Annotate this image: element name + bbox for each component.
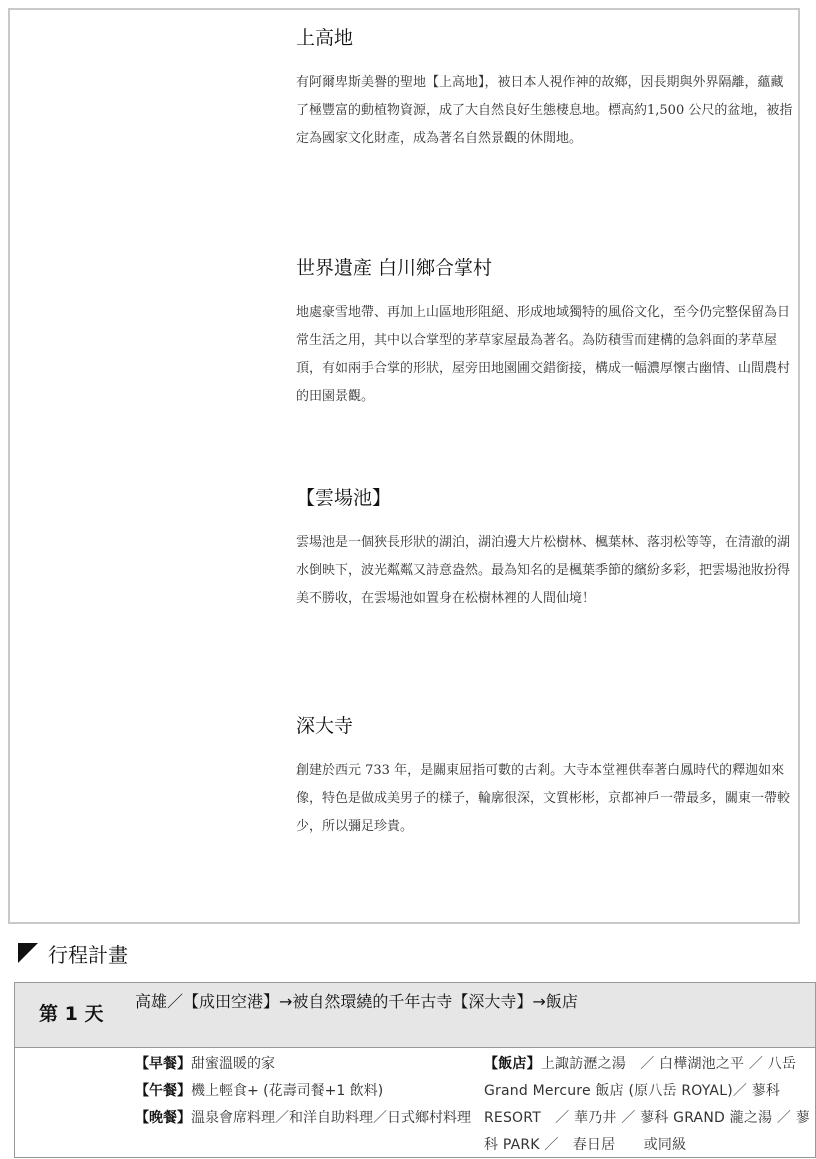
day-label: 第 1 天	[39, 1003, 104, 1025]
spot-jindaiji	[296, 713, 796, 841]
spot-description: 雲場池是一個狹長形狀的湖泊，湖泊邊大片松樹林、楓葉林、落羽松等等，在清澈的湖水倒映下，波光粼粼又詩意盎然。最為知名的是楓葉季節的繽紛多彩，把雲場池妝扮得美不勝收，在雲場池如置身在松樹林裡的人間仙境！	[296, 535, 791, 606]
hotel-value: 上諏訪瀝之湯 ／ 白樺湖池之平 ／ 八岳 Grand Mercure 飯店 (原八岳 ROYAL)／ 蓼科 RESORT ／ 華乃井 ／ 蓼科 GRAND 瀧之湯 ／ 蓼科 PARK ／ 春日居 或同級	[484, 1056, 810, 1153]
spot-description: 地處豪雪地帶、再加上山區地形阻絕、形成地域獨特的風俗文化，至今仍完整保留為日常生活之用，其中以合掌型的茅草家屋最為著名。為防積雪而建構的急斜面的茅草屋頂，有如兩手合掌的形狀，屋旁田地園圃交錯銜接，構成一幅濃厚懷古幽情、山間農村的田園景觀。	[296, 305, 791, 404]
lunch-label: 【午餐】	[135, 1083, 191, 1099]
lunch-row	[135, 1078, 480, 1105]
spot-description: 有阿爾卑斯美譽的聖地【上高地】，被日本人視作神的故鄉，因長期與外界隔離，蘊藏了極豐富的動植物資源，成了大自然良好生態棲息地。標高約1,500 公尺的盆地，被指定為國家文化財產，成為著名自然景觀的休閒地。	[296, 75, 793, 146]
spot-kamikochi	[296, 25, 796, 153]
attractions-box	[8, 8, 800, 924]
hotel	[484, 1051, 814, 1159]
breakfast-label: 【早餐】	[135, 1056, 191, 1072]
spot-shirakawago	[296, 255, 796, 411]
hotel-label: 【飯店】	[484, 1056, 541, 1072]
day-1-table	[14, 982, 816, 1158]
spot-title: 深大寺	[296, 715, 354, 737]
itinerary-heading	[18, 940, 128, 966]
dinner-value: 溫泉會席料理／和洋自助料理／日式鄉村料理	[191, 1110, 471, 1126]
spot-description: 創建於西元 733 年，是關東屈指可數的古剎。大寺本堂裡供奉著白鳳時代的釋迦如來像，特色是做成美男子的樣子，輪廓很深，文質彬彬，京都神戶一帶最多，關東一帶較少，所以彌足珍貴。	[296, 763, 791, 834]
dinner-row	[135, 1105, 480, 1132]
day-route: 高雄／【成田空港】→被自然環繞的千年古寺【深大寺】→飯店	[135, 992, 578, 1011]
breakfast-row	[135, 1051, 480, 1078]
meals	[135, 1051, 480, 1132]
day-header	[15, 983, 815, 1048]
lunch-value: 機上輕食+ (花壽司餐+1 飲料)	[191, 1083, 384, 1099]
spot-kumobaike	[296, 485, 796, 613]
spot-title: 世界遺產 白川鄉合掌村	[296, 257, 493, 279]
triangle-marker-icon	[18, 943, 38, 963]
breakfast-value: 甜蜜溫暖的家	[191, 1056, 275, 1072]
spot-title: 上高地	[296, 27, 354, 49]
spot-title: 【雲場池】	[296, 487, 392, 509]
dinner-label: 【晚餐】	[135, 1110, 191, 1126]
itinerary-heading-label: 行程計畫	[48, 942, 128, 967]
